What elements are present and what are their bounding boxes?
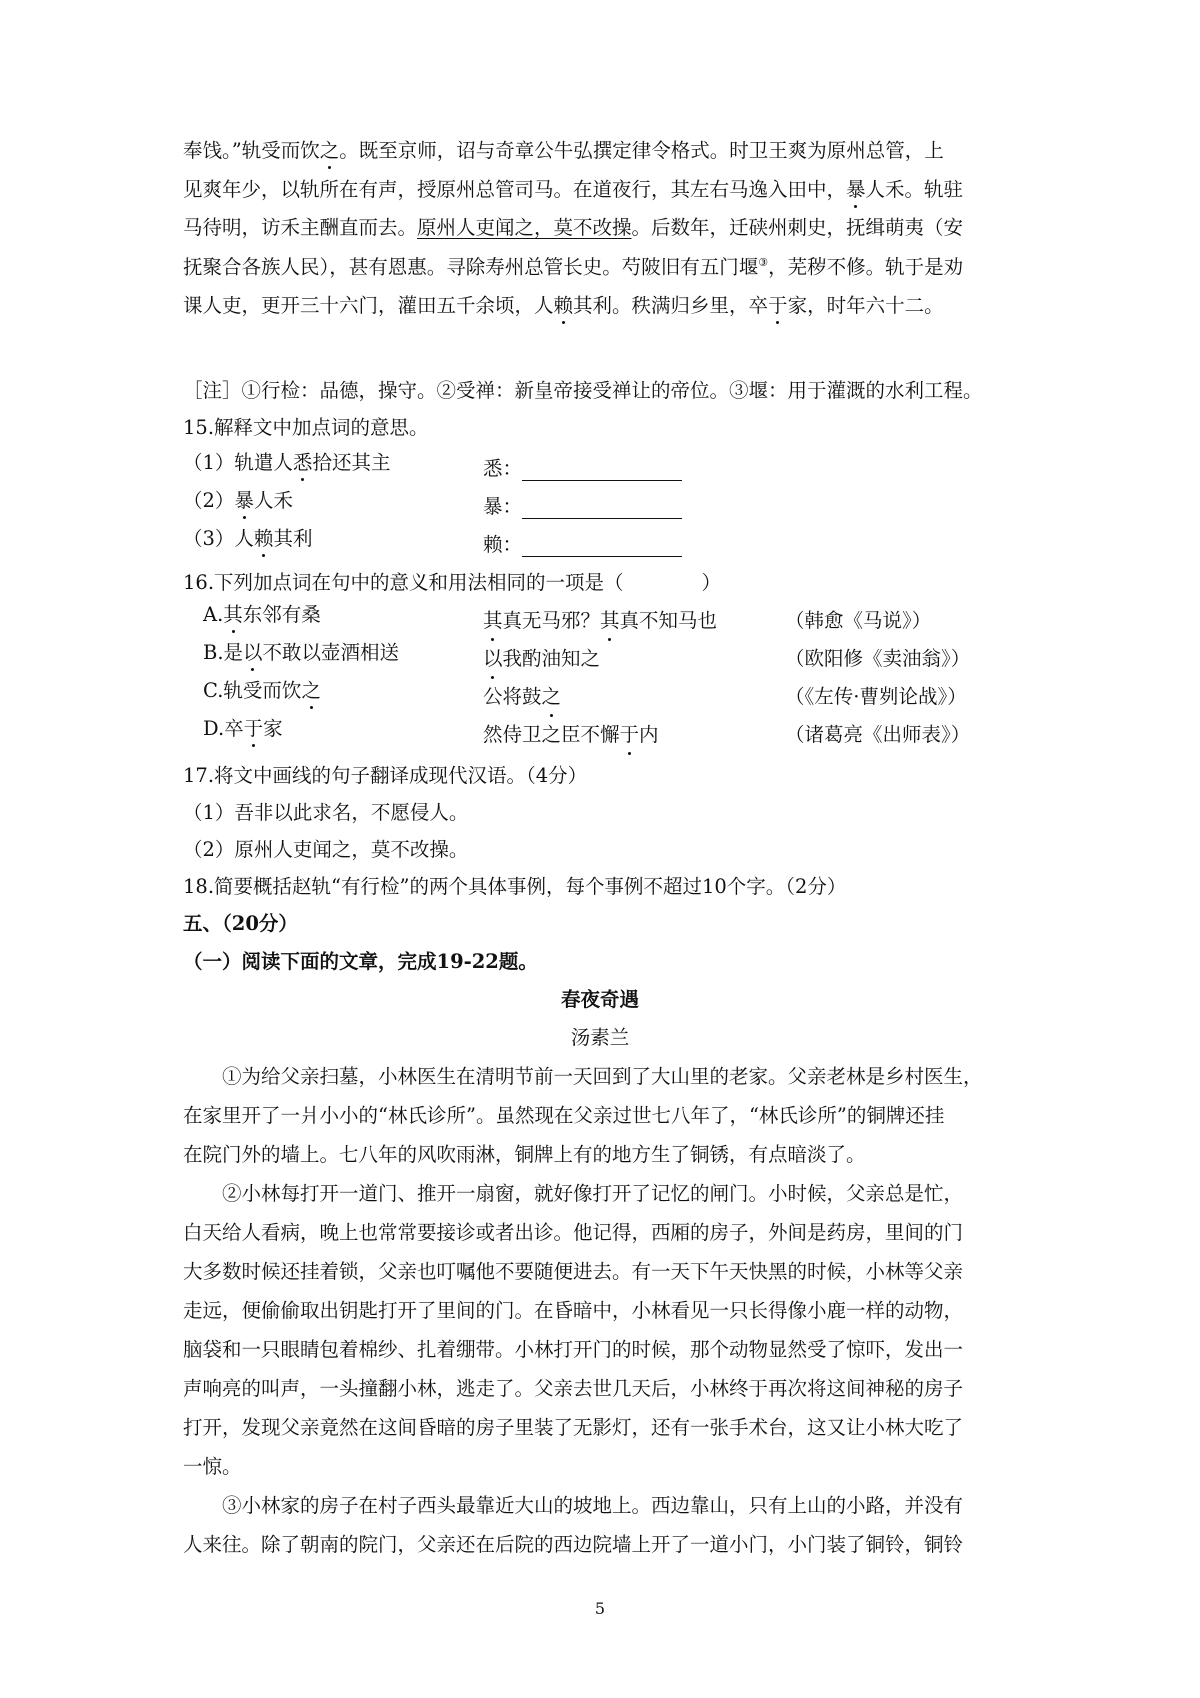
page: 奉饯。”轨受而饮之。既至京师，诏与奇章公牛弘撰定律令格式。时卫王爽为原州总管，上 见爽年少，以轨所在有声，授原州总管司马。在道夜行，其左右马逸入田中，暴人禾。轨驻 马待明，访禾主酬直而去。原州人吏闻之，莫不改操。后数年，迁硖州刺史，抚缉萌夷（安 抚聚合各族人民），甚有恩惠。寻除寿州总管长史。芍陂旧有五门堰③，芜秽不修。轨于是劝 课人吏，更开三十六门，灌田五千余顷，人赖其利。秩满归乡里，卒于家，时年六十二。 ［注］①行检：品德，操守。②受禅：新皇帝接受禅让的帝位。③堰：用于灌溉的水利工程。 15.解释文中加点词的意思。 （1）轨遣人悉拾还其主 悉： （2）暴人禾 暴： （3）人赖其利 赖： 16.下列加点词在句中的意义和用法相同的一项是（ ） A.其东邻有桑 其真无马邪？其真不知马也 （韩愈《马说》） B.是以不敢以壶酒相送 以我酌油知之 （欧阳修《卖油翁》） C.轨受而饮之 公将鼓之 （《左传·曹刿论战》） D.卒于家 然侍卫之臣不懈于内 （诸葛亮《出师表》） 17.将文中画线的句子翻译成现代汉语。（4分） （1）吾非以此求名，不愿侵人。 （2）原州人吏闻之，莫不改操。 18.简要概括赵轨“有行检”的两个具体事例，每个事例不超过10个字。（2分） 五、（20分） （一）阅读下面的文章，完成19-22题。 春夜奇遇 汤素兰 ①为给父亲扫墓，小林医生在清明节前一天回到了大山里的老家。父亲老林是乡村医生， 在家里开了一爿小小的“林氏诊所”。虽然现在父亲过世七八年了，“林氏诊所”的铜牌还挂 在院门外的墙上。七八年的风吹雨淋，铜牌上有的地方生了铜锈，有点暗淡了。 ②小林每打开一道门、推开一扇窗，就好像打开了记忆的闸门。小时候，父亲总是忙， 白天给人看病，晚上也常常要接诊或者出诊。他记得，西厢的房子，外间是药房，里间的门 大多数时候还挂着锁，父亲也叮嘱他不要随便进去。有一天下午天快黑的时候，小林等父亲 走远，便偷偷取出钥匙打开了里间的门。在昏暗中，小林看见一只长得像小鹿一样的动物， 脑袋和一只眼睛包着棉纱、扎着绷带。小林打开门的时候，那个动物显然受了惊吓，发出一 声响亮的叫声，一头撞翻小林，逃走了。父亲去世几天后，小林终于再次将这间神秘的房子 打开，发现父亲竟然在这间昏暗的房子里装了无影灯，还有一张手术台，这又让小林大吃了 一惊。 ③小林家的房子在村子西头最靠近大山的坡地上。西边靠山，只有上山的小路，并没有 人来往。除了朝南的院门，父亲还在后院的西边院墙上开了一道小门，小门装了铜铃，铜铃 5 [0,0,1200,1698]
article-line: 声响亮的叫声，一头撞翻小林，逃走了。父亲去世几天后，小林终于再次将这间神秘的房子 [183,1377,964,1400]
q15-title: 15.解释文中加点词的意思。 [183,416,429,439]
passage-line-3: 马待明，访禾主酬直而去。原州人吏闻之，莫不改操。后数年，迁硖州刺史，抚缉萌夷（安 [183,216,964,239]
q15-answer-blank-3[interactable] [522,538,682,557]
article-line: ②小林每打开一道门、推开一扇窗，就好像打开了记忆的闸门。小时候，父亲总是忙， [222,1182,964,1205]
q15-answer-blank-2[interactable] [522,500,682,519]
article-line: 打开，发现父亲竟然在这间昏暗的房子里装了无影灯，还有一张手术台，这又让小林大吃了 [183,1416,964,1439]
article-line: ①为给父亲扫墓，小林医生在清明节前一天回到了大山里的老家。父亲老林是乡村医生， [222,1065,983,1088]
article-line: 在院门外的墙上。七八年的风吹雨淋，铜牌上有的地方生了铜锈，有点暗淡了。 [183,1143,866,1166]
article-line: 白天给人看病，晚上也常常要接诊或者出诊。他记得，西厢的房子，外间是药房，里间的门 [183,1221,964,1244]
article-line: 人来往。除了朝南的院门，父亲还在后院的西边院墙上开了一道小门，小门装了铜铃，铜铃 [183,1533,964,1556]
article-line: 走远，便偷偷取出钥匙打开了里间的门。在昏暗中，小林看见一只长得像小鹿一样的动物， [183,1299,964,1322]
q16-title: 16.下列加点词在句中的意义和用法相同的一项是（ ） [183,571,722,594]
section-5-heading: 五、（20分） [183,912,298,935]
article-title: 春夜奇遇 [560,988,639,1011]
passage-line-2: 见爽年少，以轨所在有声，授原州总管司马。在道夜行，其左右马逸入田中，暴人禾。轨驻 [183,178,964,201]
article-author: 汤素兰 [570,1026,630,1049]
q17-sentence-2: （2）原州人吏闻之，莫不改操。 [183,838,469,861]
annotation-note: ［注］①行检：品德，操守。②受禅：新皇帝接受禅让的帝位。③堰：用于灌溉的水利工程。 [183,379,983,402]
section-5-subheading: （一）阅读下面的文章，完成19-22题。 [183,950,538,973]
page-number: 5 [594,1599,606,1618]
passage-line-5: 课人吏，更开三十六门，灌田五千余顷，人赖其利。秩满归乡里，卒于家，时年六十二。 [183,294,944,317]
q17-sentence-1: （1）吾非以此求名，不愿侵人。 [183,801,469,824]
passage-line-4: 抚聚合各族人民），甚有恩惠。寻除寿州总管长史。芍陂旧有五门堰③，芜秽不修。轨于是劝 [183,255,964,279]
q15-answer-blank-1[interactable] [522,462,682,481]
article-line: 大多数时候还挂着锁，父亲也叮嘱他不要随便进去。有一天下午天快黑的时候，小林等父亲 [183,1260,964,1283]
q18-title: 18.简要概括赵轨“有行检”的两个具体事例，每个事例不超过10个字。（2分） [183,875,847,898]
article-line: 一惊。 [183,1455,242,1478]
q17-title: 17.将文中画线的句子翻译成现代汉语。（4分） [183,764,588,787]
article-line: 在家里开了一爿小小的“林氏诊所”。虽然现在父亲过世七八年了，“林氏诊所”的铜牌还挂 [183,1104,945,1127]
passage-line-1: 奉饯。”轨受而饮之。既至京师，诏与奇章公牛弘撰定律令格式。时卫王爽为原州总管，上 [183,139,944,162]
article-line: 脑袋和一只眼睛包着棉纱、扎着绷带。小林打开门的时候，那个动物显然受了惊吓，发出一 [183,1338,964,1361]
article-line: ③小林家的房子在村子西头最靠近大山的坡地上。西边靠山，只有上山的小路，并没有 [222,1494,964,1517]
